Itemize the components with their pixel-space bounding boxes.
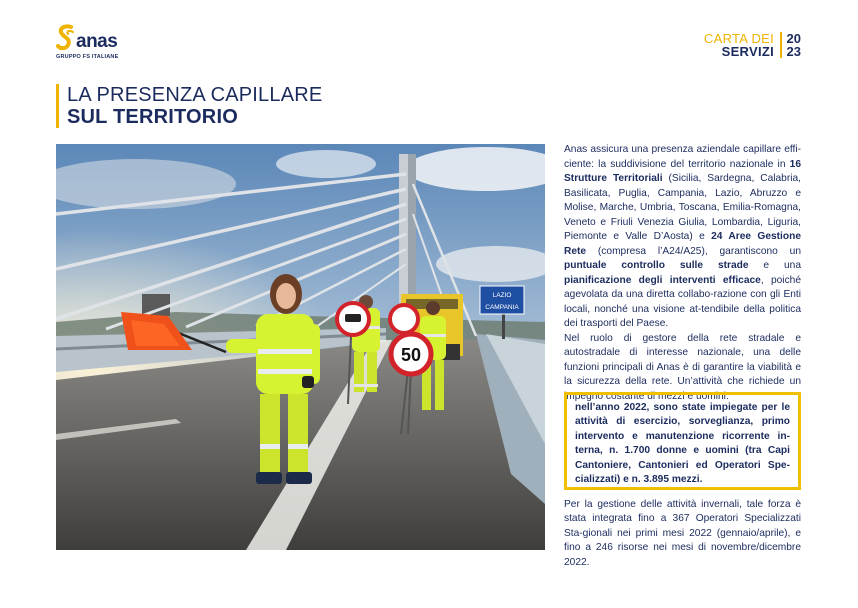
paragraph-winter-activities: Per la gestione delle attività invernali, tale forza è stata integrata fino a 367 Operatori Specializzati Sta-gionali nei primi mesi 2022 (gennaio/aprile), e fino a 246 risorse nei mesi di novembre/dicembre 2022.	[564, 499, 801, 568]
paragraph-role: Nel ruolo di gestore della rete stradale e autostradale di interesse nazionale, una delle funzioni principali di Anas è di garantire la viabilità e la sicurezza della rete. Un’attività che richiede un impegno costante di mezzi e uomini:	[564, 332, 801, 402]
cloud	[276, 150, 376, 178]
badge-line2: SERVIZI	[721, 44, 775, 59]
highlight-box: nell’anno 2022, sono state impiegate per le attività di esercizio, sorveglianza, primo intervento e manutenzione ricorrente in-terna, n. 1.700 donne e uomini (tra Capi Cantoniere, Cantonieri ed Operatori Spe-cializzati) e n. 3.895 mezzi.	[564, 392, 801, 490]
title-line1: LA PRESENZA CAPILLARE	[67, 84, 323, 106]
sign-campania: CAMPANIA	[485, 304, 519, 311]
sign-lazio: LAZIO	[492, 292, 512, 299]
badge-line1: CARTA DEI	[703, 31, 775, 46]
title-accent-bar	[56, 84, 59, 128]
title-line2: SUL TERRITORIO	[67, 106, 238, 128]
body-text	[564, 143, 801, 404]
logo-subtitle: GRUPPO FS ITALIANE	[56, 54, 119, 60]
badge-year-bottom: 23	[786, 44, 801, 59]
photo-illustration	[56, 144, 545, 550]
carta-dei-servizi-badge	[704, 32, 801, 58]
anas-logo	[56, 24, 136, 64]
page-title	[67, 84, 322, 128]
paragraph-territorial-structure: Anas assicura una presenza aziendale capillare effi-ciente: la suddivisione del territorio nazionale in 16 Strutture Territoriali (Sicilia, Sardegna, Calabria, Basilicata, Puglia, Campania, Lazio, Abruzzo e Molise, Marche, Umbria, Toscana, Emilia-Romagna, Veneto e Friuli Venezia Giulia, Lombardia, Liguria, Piemonte e Valle D’Aosta) e 24 Aree Gestione Rete (compresa l’A24/A25), garantiscono un puntuale controllo sulle strade e una pianificazione degli interventi efficace, poiché agevolata da una diretta collabo-razione con gli Enti locali, nonché una visione at-tendibile della politica dei trasporti del Paese.	[564, 144, 801, 329]
badge-year-top: 20	[786, 31, 801, 46]
bridge-workers-photo	[56, 144, 545, 550]
speed-limit-value: 50	[400, 345, 422, 365]
anas-s-mark-icon	[56, 24, 76, 54]
logo-wordmark: anas	[76, 31, 118, 52]
